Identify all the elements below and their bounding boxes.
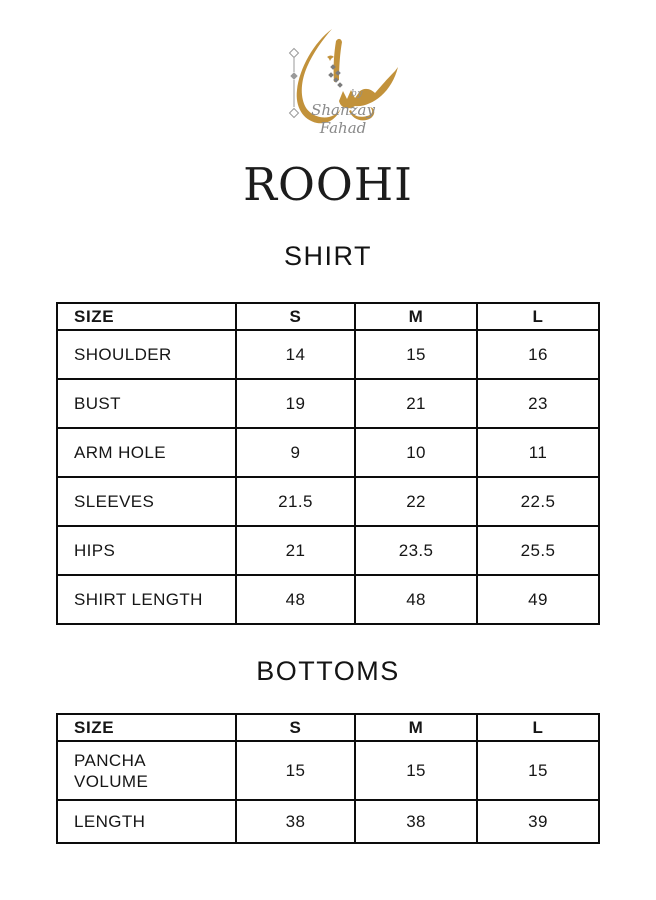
shirt-section-heading: SHIRT: [283, 241, 372, 271]
header-cell-size: SIZE: [57, 303, 236, 330]
brand-byline: by: [351, 89, 363, 99]
table-row-length: [57, 800, 599, 843]
size-value-cell: 22.5: [477, 477, 599, 526]
measurement-label-cell: SLEEVES: [57, 477, 236, 526]
size-value-cell: 48: [236, 575, 355, 624]
header-cell-large: L: [477, 714, 599, 741]
size-value-cell: 23.5: [355, 526, 477, 575]
measurement-label-cell: SHOULDER: [57, 330, 236, 379]
bottoms-section-heading: BOTTOMS: [256, 656, 400, 686]
size-value-cell: 21.5: [236, 477, 355, 526]
size-value-cell: 15: [477, 741, 599, 800]
table-row-hips: [57, 526, 599, 575]
size-value-cell: 15: [236, 741, 355, 800]
size-value-cell: 19: [236, 379, 355, 428]
header-cell-medium: M: [355, 714, 477, 741]
bottoms-header-row: [57, 714, 599, 741]
size-value-cell: 10: [355, 428, 477, 477]
table-row-pancha-volume: [57, 741, 599, 800]
header-cell-medium: M: [355, 303, 477, 330]
size-value-cell: 22: [355, 477, 477, 526]
size-value-cell: 15: [355, 330, 477, 379]
table-row-shirt-length: [57, 575, 599, 624]
measurement-label-cell: BUST: [57, 379, 236, 428]
size-value-cell: 38: [355, 800, 477, 843]
table-row-shoulder: [57, 330, 599, 379]
shirt-header-row: [57, 303, 599, 330]
size-value-cell: 38: [236, 800, 355, 843]
measurement-label-cell: HIPS: [57, 526, 236, 575]
size-value-cell: 21: [355, 379, 477, 428]
size-value-cell: 23: [477, 379, 599, 428]
size-value-cell: 39: [477, 800, 599, 843]
size-value-cell: 49: [477, 575, 599, 624]
size-value-cell: 48: [355, 575, 477, 624]
size-value-cell: 15: [355, 741, 477, 800]
size-value-cell: 11: [477, 428, 599, 477]
size-value-cell: 14: [236, 330, 355, 379]
bottoms-size-table: [56, 713, 600, 844]
size-value-cell: 9: [236, 428, 355, 477]
measurement-label-cell: ARM HOLE: [57, 428, 236, 477]
header-cell-small: S: [236, 303, 355, 330]
brand-name-line2: Fahad: [319, 119, 367, 137]
header-cell-small: S: [236, 714, 355, 741]
size-value-cell: 25.5: [477, 526, 599, 575]
measurement-label-cell: SHIRT LENGTH: [57, 575, 236, 624]
brand-logo: [283, 27, 403, 142]
brand-name-line1: Shanzay: [311, 101, 375, 119]
size-value-cell: 16: [477, 330, 599, 379]
table-row-sleeves: [57, 477, 599, 526]
size-value-cell: 21: [236, 526, 355, 575]
header-cell-size: SIZE: [57, 714, 236, 741]
measurement-label-cell: LENGTH: [57, 800, 236, 843]
table-row-arm-hole: [57, 428, 599, 477]
header-cell-large: L: [477, 303, 599, 330]
collection-title: ROOHI: [243, 158, 413, 211]
table-row-bust: [57, 379, 599, 428]
measurement-label-cell: PANCHA VOLUME: [57, 741, 236, 800]
shirt-size-table: [56, 302, 600, 625]
